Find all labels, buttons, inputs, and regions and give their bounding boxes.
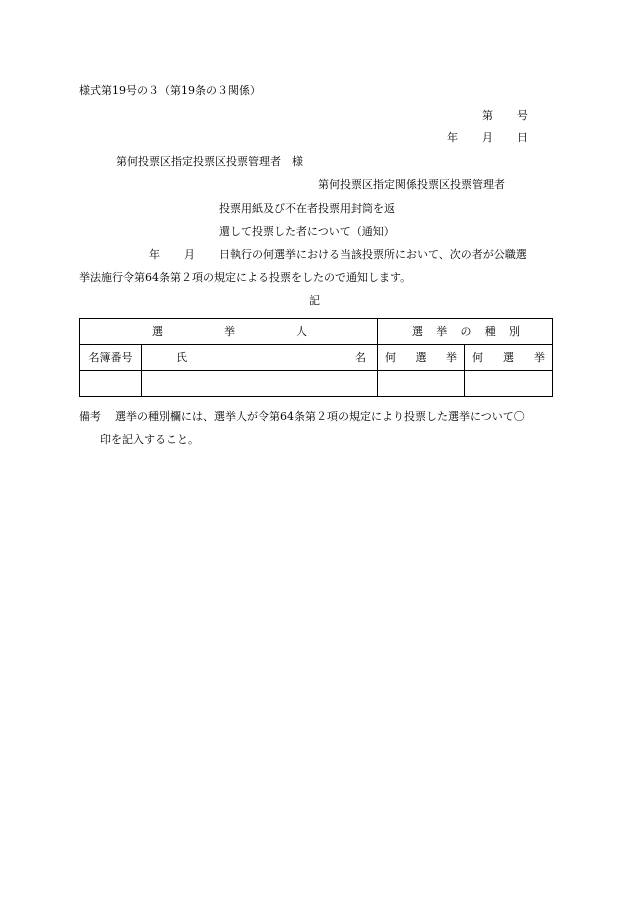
note-line-2: 印を記入すること。 — [100, 433, 199, 446]
document-date-line — [447, 131, 528, 144]
subject-line-1: 投票用紙及び不在者投票用封筒を返 — [219, 202, 395, 215]
ki-heading: 記 — [309, 294, 320, 307]
group-election-type-header: 選 挙 の 種 別 — [378, 319, 553, 345]
body-day: 日 — [219, 248, 230, 261]
col-roll-number-header: 名簿番号 — [80, 345, 142, 371]
note-label: 備考 — [79, 410, 101, 423]
date-year: 年 — [447, 131, 458, 144]
form-title: 様式第19号の３（第19条の３関係） — [79, 84, 261, 97]
col-election-2-header: 何 選 挙 — [465, 345, 553, 371]
sender: 第何投票区指定関係投票区投票管理者 — [318, 178, 505, 191]
roll-number-cell[interactable] — [80, 371, 142, 397]
name-cell[interactable] — [142, 371, 378, 397]
body-line-1-text: 執行の何選挙における当該投票所において、次の者が公職選 — [230, 248, 527, 261]
body-year: 年 — [149, 248, 160, 261]
document-number-line — [482, 109, 528, 122]
body-line-2: 挙法施行令第64条第２項の規定による投票をしたので通知します。 — [79, 271, 412, 284]
table-row — [80, 371, 553, 397]
number-suffix: 号 — [517, 109, 528, 122]
voter-table — [79, 318, 553, 397]
table-group-header-row — [80, 319, 553, 345]
table-column-header-row — [80, 345, 553, 371]
body-line-1 — [149, 248, 527, 261]
number-prefix: 第 — [482, 109, 493, 122]
body-month: 月 — [184, 248, 195, 261]
note-line-1: 選挙の種別欄には、選挙人が令第64条第２項の規定により投票した選挙について〇 — [115, 410, 525, 423]
col-election-1-header: 何 選 挙 — [378, 345, 465, 371]
subject-line-2: 還して投票した者について（通知） — [219, 225, 395, 238]
col-name-header: 氏 名 — [142, 345, 378, 371]
date-month: 月 — [482, 131, 493, 144]
election-1-cell[interactable] — [378, 371, 465, 397]
date-day: 日 — [517, 131, 528, 144]
addressee: 第何投票区指定投票区投票管理者 様 — [116, 155, 303, 168]
group-voter-header: 選 挙 人 — [80, 319, 378, 345]
election-2-cell[interactable] — [465, 371, 553, 397]
